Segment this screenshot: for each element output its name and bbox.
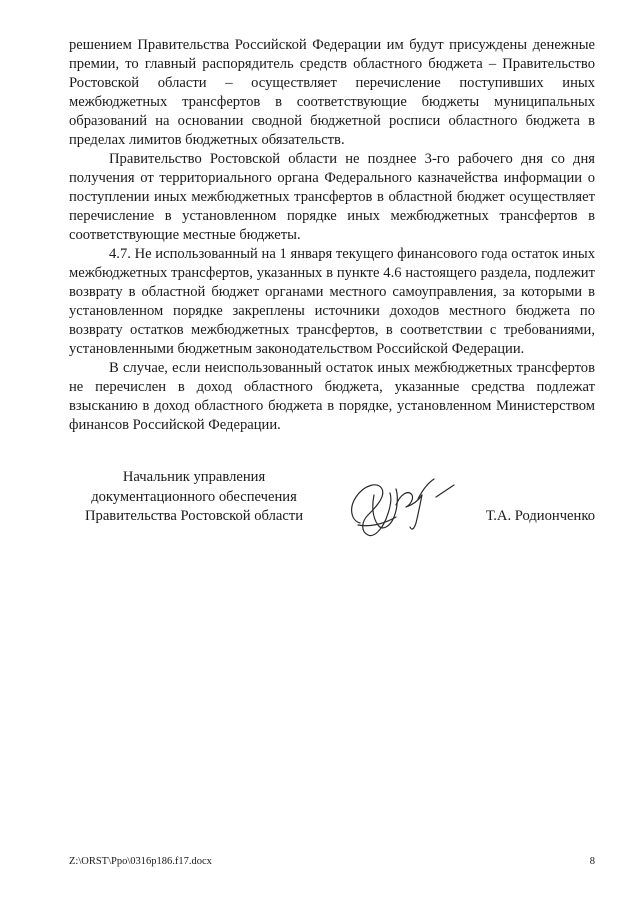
signatory-title-line-3: Правительства Ростовской области	[84, 508, 304, 524]
signer-name: Т.А. Родионченко	[485, 508, 595, 524]
footer-file-path: Z:\ORST\Ppo\0316p186.f17.docx	[69, 856, 212, 867]
handwritten-signature-icon	[338, 465, 458, 545]
page-number: 8	[589, 856, 595, 867]
signatory-title	[69, 468, 319, 527]
signatory-title-line-1: Начальник управления	[122, 469, 266, 485]
paragraph-transfer-procedure: Правительство Ростовской области не позднее 3-го рабочего дня со дня получения от территориального органа Федерального казначейства информации о поступлении иных межбюджетных трансфертов в областной бюджет осуществляет перечисление в установленном порядке иных межбюджетных трансфертов в соответствующие местные бюджеты.	[69, 151, 595, 243]
paragraph-recovery: В случае, если неиспользованный остаток иных межбюджетных трансфертов не перечислен в доход областного бюджета, указанные средства подлежат взысканию в доход областного бюджета в порядке, установленном Министерством финансов Российской Федерации.	[69, 360, 595, 433]
paragraph-4-7: 4.7. Не использованный на 1 января текущего финансового года остаток иных межбюджетных трансфертов, указанных в пункте 4.6 настоящего раздела, подлежит возврату в областной бюджет органами местного самоуправления, за которыми в установленном порядке закреплены источники доходов местного бюджета по возврату остатков межбюджетных трансфертов, в соответствии с требованиями, установленными бюджетным законодательством Российской Федерации.	[69, 246, 595, 357]
signatory-title-line-2: документационного обеспечения	[91, 488, 297, 505]
document-body	[69, 36, 595, 435]
paragraph-continuation: решением Правительства Российской Федерации им будут присуждены денежные премии, то главный распорядитель средств областного бюджета – Правительство Ростовской области – осуществляет перечисление поступивших иных межбюджетных трансфертов в соответствующие бюджеты муниципальных образований на основании сводной бюджетной росписи областного бюджета в пределах лимитов бюджетных обязательств.	[69, 37, 595, 148]
